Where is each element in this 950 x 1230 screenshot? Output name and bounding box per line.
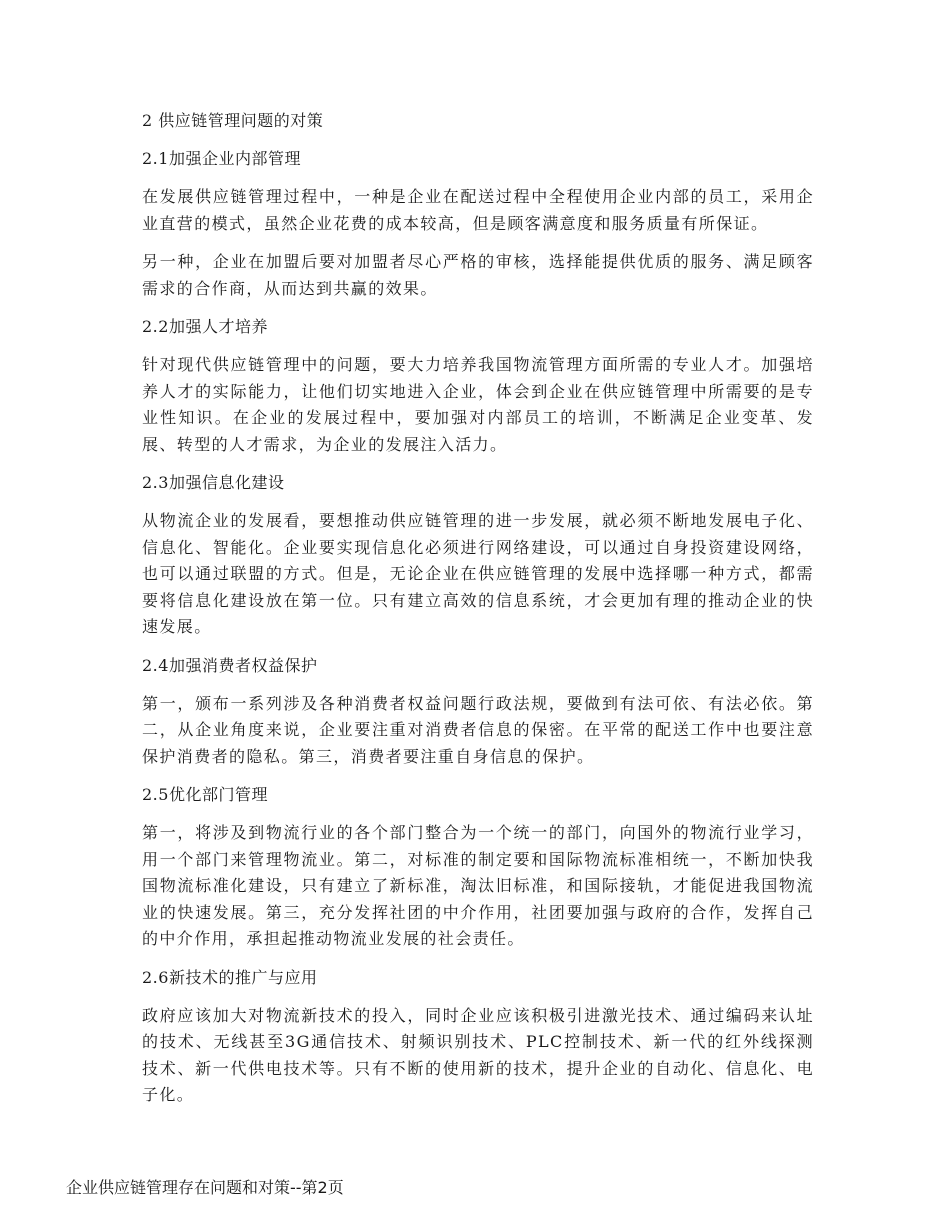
document-page bbox=[142, 108, 814, 1121]
paragraph-2-6: 政府应该加大对物流新技术的投入，同时企业应该积极引进激光技术、通过编码来认址的技术、无线甚至3G通信技术、射频识别技术、PLC控制技术、新一代的红外线探测技术、新一代供电技术等。只有不断的使用新的技术，提升企业的自动化、信息化、电子化。 bbox=[142, 1005, 814, 1104]
paragraph-2-1-b: 另一种，企业在加盟后要对加盟者尽心严格的审核，选择能提供优质的服务、满足顾客需求的合作商，从而达到共赢的效果。 bbox=[142, 252, 814, 298]
subsection-heading-2-2: 2.2加强人才培养 bbox=[142, 317, 268, 336]
paragraph-2-1-a: 在发展供应链管理过程中，一种是企业在配送过程中全程使用企业内部的员工，采用企业直营的模式，虽然企业花费的成本较高，但是顾客满意度和服务质量有所保证。 bbox=[142, 187, 814, 233]
subsection-heading-2-5: 2.5优化部门管理 bbox=[142, 785, 268, 804]
section-title: 2 供应链管理问题的对策 bbox=[142, 111, 324, 130]
paragraph-2-4: 第一，颁布一系列涉及各种消费者权益问题行政法规，要做到有法可依、有法必依。第二，从企业角度来说，企业要注重对消费者信息的保密。在平常的配送工作中也要注意保护消费者的隐私。第三，消费者要注重自身信息的保护。 bbox=[142, 693, 814, 766]
paragraph-2-5: 第一，将涉及到物流行业的各个部门整合为一个统一的部门，向国外的物流行业学习，用一个部门来管理物流业。第二，对标准的制定要和国际物流标准相统一，不断加快我国物流标准化建设，只有建立了新标准，淘汰旧标准，和国际接轨，才能促进我国物流业的快速发展。第三，充分发挥社团的中介作用，社团要加强与政府的合作，发挥自己的中介作用，承担起推动物流业发展的社会责任。 bbox=[142, 823, 814, 948]
subsection-heading-2-6: 2.6新技术的推广与应用 bbox=[142, 967, 318, 987]
subsection-heading-2-3: 2.3加强信息化建设 bbox=[142, 473, 285, 492]
page-footer: 企业供应链管理存在问题和对策--第2页 bbox=[66, 1178, 344, 1197]
paragraph-2-2: 针对现代供应链管理中的问题，要大力培养我国物流管理方面所需的专业人才。加强培养人才的实际能力，让他们切实地进入企业，体会到企业在供应链管理中所需要的是专业性知识。在企业的发展过程中，要加强对内部员工的培训，不断满足企业变革、发展、转型的人才需求，为企业的发展注入活力。 bbox=[142, 355, 814, 454]
subsection-heading-2-4: 2.4加强消费者权益保护 bbox=[142, 655, 318, 675]
subsection-heading-2-1: 2.1加强企业内部管理 bbox=[142, 149, 301, 168]
paragraph-2-3: 从物流企业的发展看，要想推动供应链管理的进一步发展，就必须不断地发展电子化、信息化、智能化。企业要实现信息化必须进行网络建设，可以通过自身投资建设网络，也可以通过联盟的方式。但是，无论企业在供应链管理的发展中选择哪一种方式，都需要将信息化建设放在第一位。只有建立高效的信息系统，才会更加有理的推动企业的快速发展。 bbox=[142, 511, 814, 636]
